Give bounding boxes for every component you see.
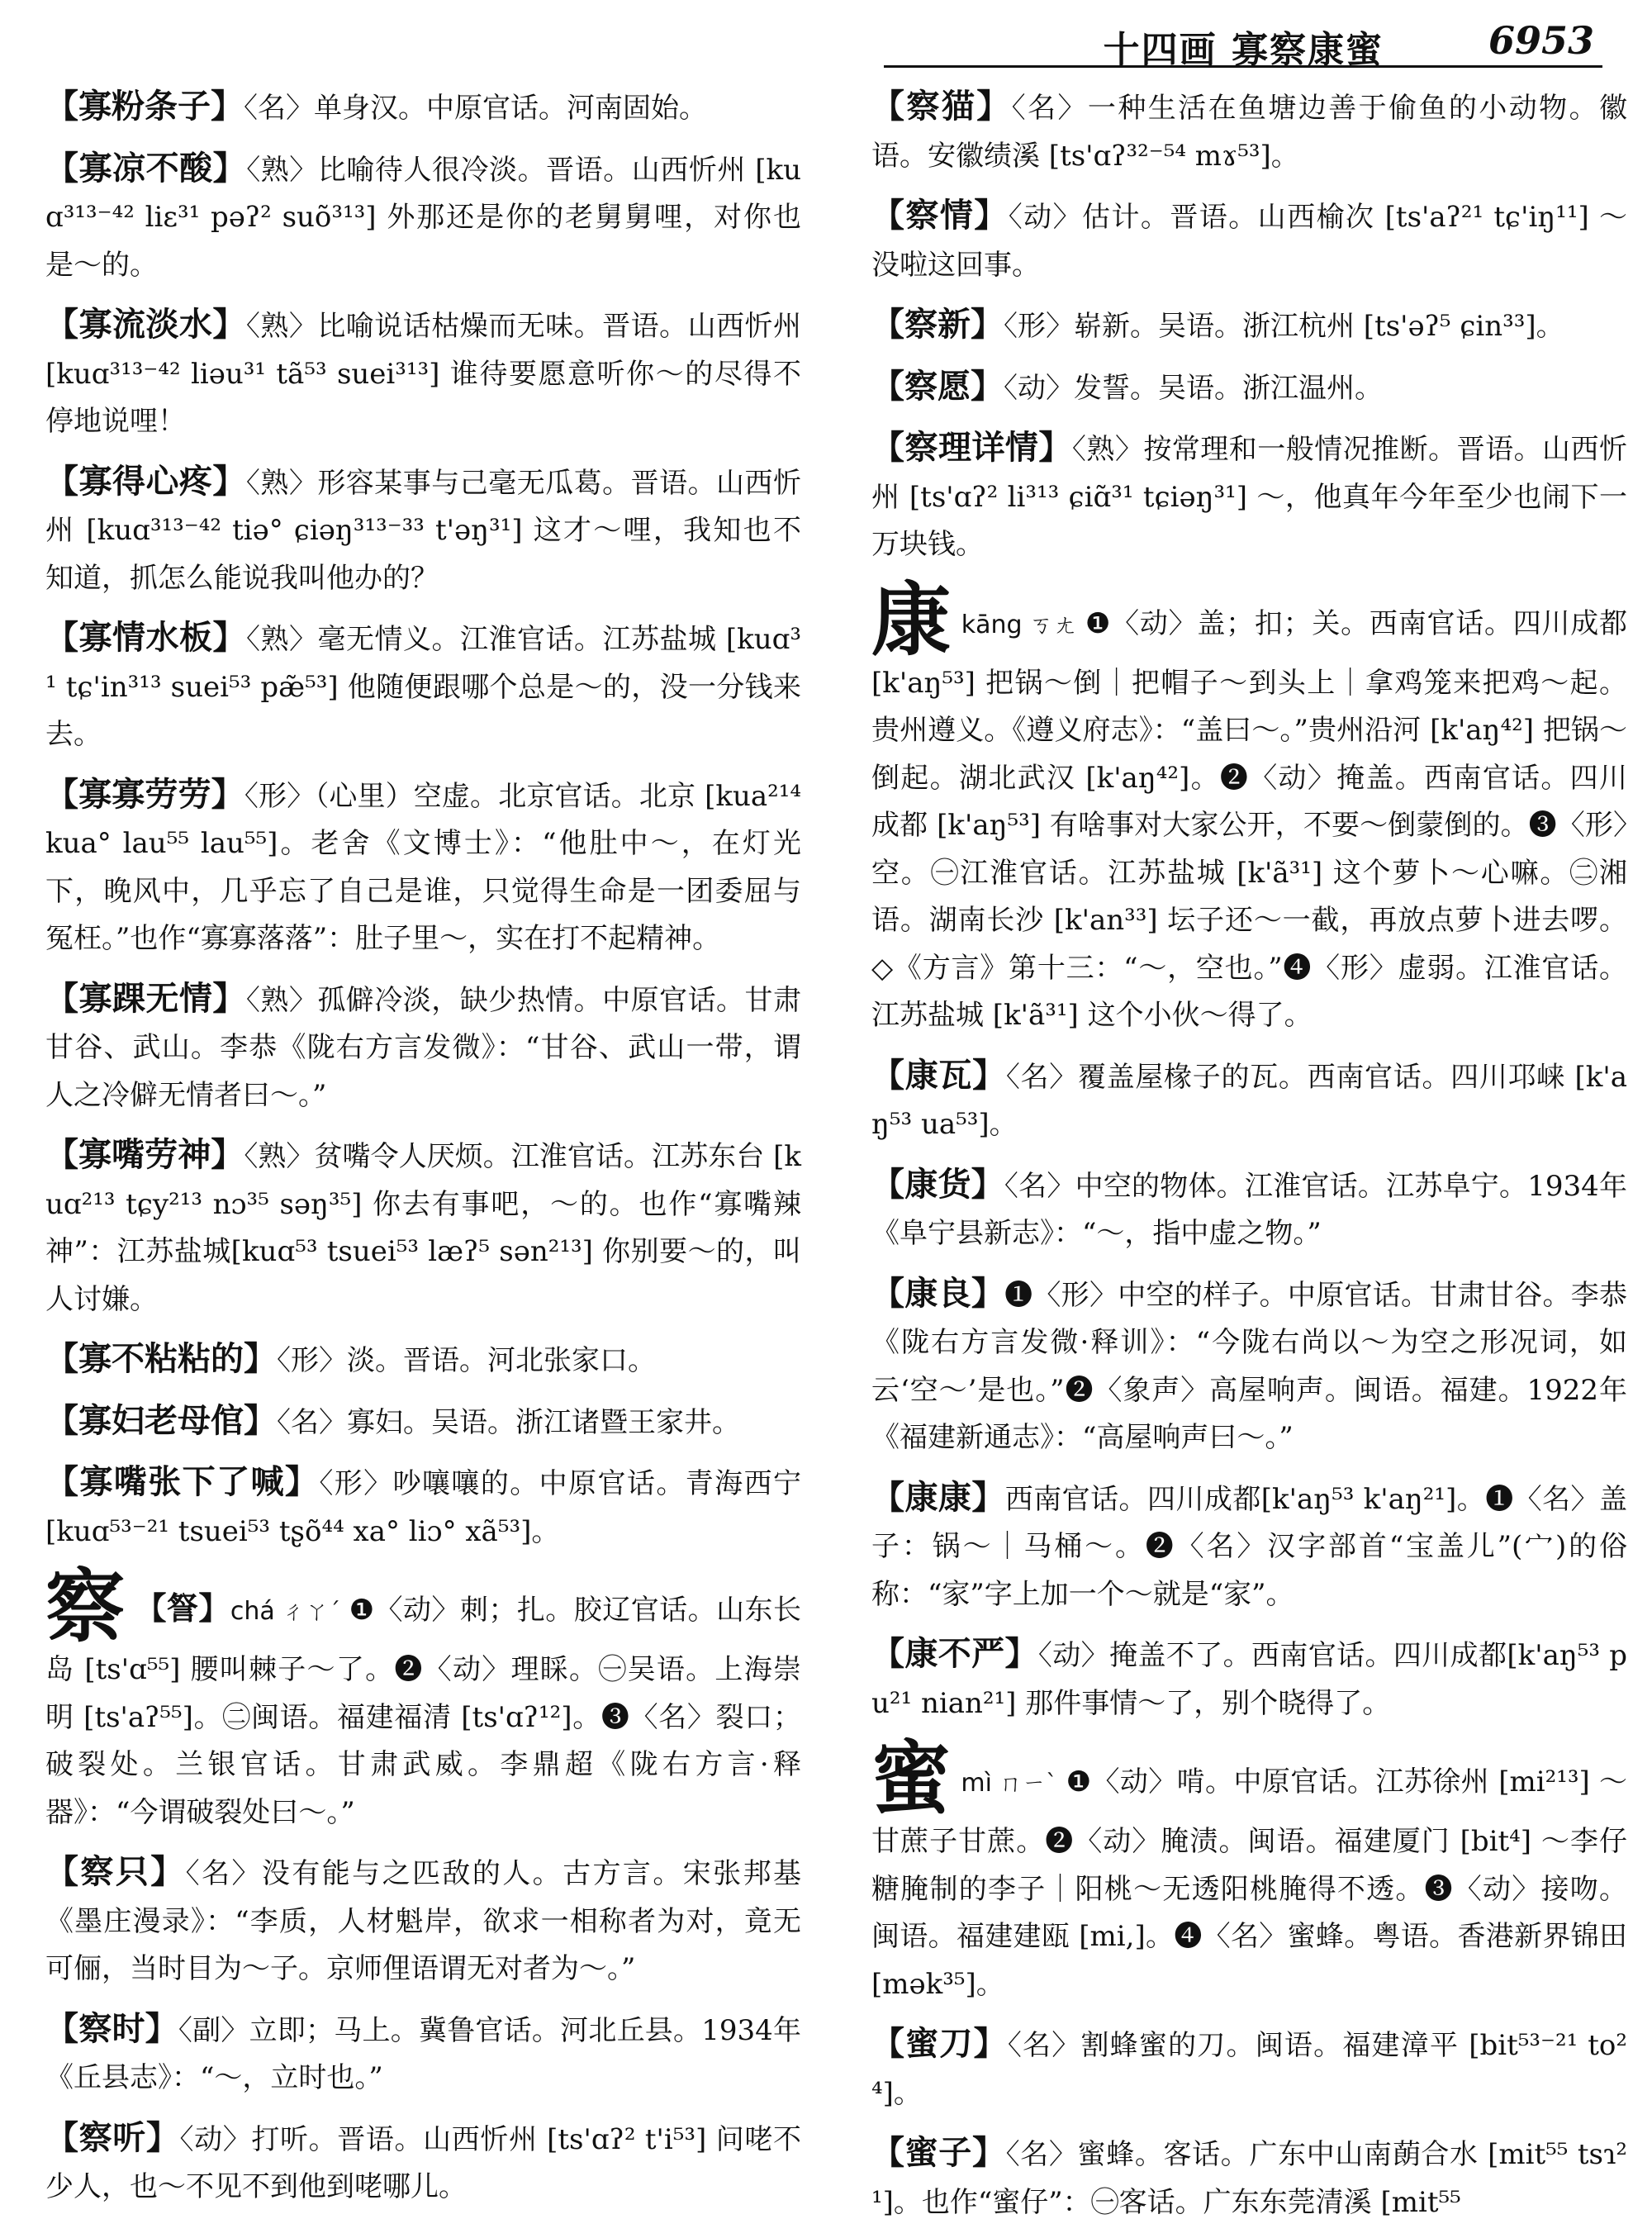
entry-definition: ❶〈动〉盖；扣；关。西南官话。四川成都 [k'aŋ⁵³] 把锅～倒｜把帽子～到头上｜拿鸡笼来把鸡～起。贵州遵义。《遵义府志》：“盖曰～。”贵州沿河 [k'aŋ⁴²] 把锅～倒起。湖北武汉 [k'aŋ⁴²]。❷〈动〉掩盖。西南官话。四川成都 [k'aŋ⁵³] 有啥事对大家公开，不要～倒蒙倒的。❸〈形〉空。㊀江淮官话。江苏盐城 [k'ã³¹] 这个萝卜～心嘛。㊁湘语。湖南长沙 [k'an³³] 坛子还～一截，再放点萝卜进去啰。◇《方言》第十三：“～，空也。”❹〈形〉虚弱。江淮官话。江苏盐城 [k'ã³¹] 这个小伙～得了。	[871, 606, 1627, 1032]
entry-definition: 〈名〉一种生活在鱼塘边善于偷鱼的小动物。徽语。安徽绩溪 [ts'ɑʔ³²⁻⁵⁴ mɤ⁵³]。	[871, 92, 1628, 173]
entry-headword-char: 蜜	[871, 1732, 952, 1825]
entry-definition: 〈名〉覆盖屋椽子的瓦。西南官话。四川邛崃 [k'aŋ⁵³ ua⁵³]。	[871, 1060, 1628, 1141]
dictionary-entry	[871, 1630, 1627, 1727]
entry-headword: 【寡情水板】	[45, 618, 247, 657]
entry-headword: 【康不严】	[871, 1634, 1038, 1673]
entry-pinyin: mì	[961, 1769, 992, 1798]
dictionary-entry	[45, 1458, 801, 1556]
entry-definition: 〈名〉割蜂蜜的刀。闽语。福建漳平 [bit⁵³⁻²¹ to²⁴]。	[871, 2029, 1627, 2110]
entry-definition: 〈动〉掩盖不了。西南官话。四川成都[k'aŋ⁵³ pu²¹ nian²¹] 那件事情～了，别个晓得了。	[871, 1639, 1628, 1720]
entry-definition: ❶〈动〉刺；扎。胶辽官话。山东长岛 [ts'ɑ⁵⁵] 腰叫棘子～了。❷〈动〉理睬。㊀吴语。上海崇明 [ts'aʔ⁵⁵]。㊁闽语。福建福清 [ts'ɑʔ¹²]。❸〈名〉裂口；破裂处。兰银官话。甘肃武威。李鼎超《陇右方言·释器》：“今谓破裂处曰～。”	[45, 1594, 801, 1829]
entry-definition: 〈形〉吵嚷嚷的。中原官话。青海西宁 [kuɑ⁵³⁻²¹ tsuei⁵³ tʂõ⁴⁴ xa° liɔ° xã⁵³]。	[45, 1467, 802, 1548]
dictionary-entry	[45, 2114, 801, 2212]
dictionary-entry	[45, 458, 801, 603]
dictionary-entry	[45, 1335, 801, 1385]
dictionary-entry	[871, 1474, 1627, 1619]
entry-headword: 【察听】	[45, 2117, 180, 2157]
dictionary-entry	[45, 145, 801, 290]
dictionary-entry	[871, 301, 1627, 351]
character-entry	[45, 1560, 801, 1836]
entry-pinyin: kāng	[961, 610, 1023, 639]
entry-definition: 〈熟〉毫无情义。江淮官话。江苏盐城 [kuɑ³¹ tɕ'in³¹³ suei⁵³ pæ̃⁵³] 他随便跟哪个总是～的，没一分钱来去。	[45, 623, 802, 751]
entry-headword: 【寡嘴张下了喊】	[45, 1462, 320, 1501]
entry-headword: 【察时】	[45, 2008, 178, 2048]
dictionary-entry	[45, 614, 801, 759]
entry-definition: ❶〈形〉中空的样子。中原官话。甘肃甘谷。李恭《陇右方言发微·释训》：“今陇右尚以～为空之形况词，如云‘空～’是也。”❷〈象声〉高屋响声。闽语。福建。1922年《福建新通志》：“高屋响声曰～。”	[871, 1278, 1628, 1454]
entry-definition: 〈熟〉孤僻冷淡，缺少热情。中原官话。甘肃甘谷、武山。李恭《陇右方言发微》：“甘谷、武山一带，谓人之冷僻无情者曰～。”	[45, 983, 802, 1112]
dictionary-entry	[45, 1131, 801, 1323]
entry-definition: 〈形〉（心里）空虚。北京官话。北京 [kua²¹⁴ kua° lau⁵⁵ lau⁵⁵]。老舍《文博士》：“他肚中～，在灯光下，晚风中，几乎忘了自己是谁，只觉得生命是一团委屈与冤枉。”也作“寡寡落落”：肚子里～，实在打不起精神。	[45, 779, 802, 955]
dictionary-entry	[871, 1161, 1627, 1258]
dictionary-entry	[871, 2129, 1627, 2226]
entry-definition: ❶〈动〉啃。中原官话。江苏徐州 [mi²¹³] ～甘蔗子甘蔗。❷〈动〉腌渍。闽语。福建厦门 [bit⁴] ～李仔糖腌制的李子｜阳桃～无透阳桃腌得不透。❸〈动〉接吻。闽语。福建建瓯 [mi,]。❹〈名〉蜜蜂。粤语。香港新界锦田 [mək³⁵]。	[871, 1765, 1627, 2001]
entry-bopomofo: ㄎㄤ	[1028, 611, 1077, 639]
character-entry	[871, 1732, 1627, 2008]
entry-headword: 【察情】	[871, 196, 1009, 235]
entry-definition: 〈熟〉按常理和一般情况推断。晋语。山西忻州 [ts'ɑʔ² li³¹³ ɕiɑ̃³¹ tɕiəŋ³¹] ～，他真年今年至少也闹下一万块钱。	[871, 433, 1628, 561]
page-header	[66, 15, 1602, 71]
entry-variant-form: 【詧】	[135, 1589, 230, 1627]
header-section-title: 十四画 寡察康蜜	[1103, 29, 1384, 71]
entry-headword: 【察理详情】	[871, 428, 1072, 467]
entry-headword: 【康瓦】	[871, 1055, 1006, 1095]
entry-pinyin: chá	[230, 1597, 275, 1626]
entry-definition: 〈动〉发誓。吴语。浙江温州。	[1004, 371, 1383, 405]
entry-headword: 【寡寡劳劳】	[45, 774, 244, 814]
entry-headword-char: 察	[45, 1560, 126, 1653]
entry-headword: 【蜜子】	[871, 2133, 1006, 2172]
entry-definition: 〈名〉寡妇。吴语。浙江诸暨王家井。	[277, 1405, 740, 1439]
dictionary-entry	[871, 83, 1627, 180]
entry-headword: 【察猫】	[871, 87, 1012, 126]
header-rule	[884, 65, 1602, 68]
entry-definition: 〈熟〉形容某事与己毫无瓜葛。晋语。山西忻州 [kuɑ³¹³⁻⁴² tiə° ɕiəŋ³¹³⁻³³ t'əŋ³¹] 这才～哩，我知也不知道，抓怎么能说我叫他办的？	[45, 466, 802, 595]
dictionary-entry	[45, 975, 801, 1120]
entry-definition: 〈名〉蜜蜂。客话。广东中山南蓢合水 [mit⁵⁵ tsɿ²¹]。也作“蜜仔”：㊀客话。广东东莞清溪 [mit⁵⁵	[871, 2138, 1628, 2219]
dictionary-entry	[45, 1397, 801, 1447]
entry-definition: 〈形〉淡。晋语。河北张家口。	[277, 1344, 656, 1377]
page-number: 6953	[1488, 18, 1594, 63]
entry-bopomofo: ㄇㄧˋ	[998, 1770, 1058, 1797]
dictionary-entry	[871, 424, 1627, 569]
entry-headword-char: 康	[871, 573, 952, 667]
dictionary-entry	[45, 1848, 801, 1993]
character-entry	[871, 573, 1627, 1040]
entry-definition: 西南官话。四川成都[k'aŋ⁵³ k'aŋ²¹]。❶〈名〉盖子：锅～｜马桶～。❷〈名〉汉字部首“宝盖儿”(宀)的俗称：“家”字上加一个～就是“家”。	[871, 1482, 1627, 1611]
entry-headword: 【蜜刀】	[871, 2024, 1008, 2063]
entry-definition: 〈熟〉比喻待人很冷淡。晋语。山西忻州 [kuɑ³¹³⁻⁴² liɛ³¹ pəʔ² suõ³¹³] 外那还是你的老舅舅哩，对你也是～的。	[45, 153, 802, 282]
right-column	[871, 83, 1627, 2238]
entry-headword: 【康康】	[871, 1477, 1005, 1517]
entry-headword: 【康良】	[871, 1273, 1005, 1313]
entry-bopomofo: ㄔㄚˊ	[281, 1598, 341, 1625]
entry-headword: 【寡妇老母倌】	[45, 1400, 277, 1440]
dictionary-entry	[871, 363, 1627, 413]
entry-definition: 〈名〉没有能与之匹敌的人。古方言。宋张邦基《墨庄漫录》：“李质，人材魁岸，欲求一相称者为对，竟无可俪，当时目为～子。京师俚语谓无对者为～。”	[45, 1857, 802, 1985]
entry-headword: 【寡踝无情】	[45, 978, 246, 1018]
left-column	[45, 83, 801, 2223]
dictionary-entry	[871, 2020, 1627, 2117]
entry-headword: 【寡凉不酸】	[45, 148, 247, 188]
entry-headword: 【察愿】	[871, 366, 1004, 406]
entry-headword: 【康货】	[871, 1164, 1004, 1204]
dictionary-entry	[45, 771, 801, 963]
entry-definition: 〈名〉单身汉。中原官话。河南固始。	[244, 92, 707, 125]
entry-headword: 【寡粉条子】	[45, 87, 244, 126]
dictionary-entry	[45, 301, 801, 446]
entry-definition: 〈名〉中空的物体。江淮官话。江苏阜宁。1934年《阜宁县新志》：“～，指中虚之物。”	[871, 1169, 1628, 1250]
dictionary-entry	[871, 1270, 1627, 1462]
dictionary-entry	[45, 83, 801, 133]
dictionary-entry	[871, 1052, 1627, 1149]
entry-headword: 【察只】	[45, 1852, 186, 1891]
entry-definition: 〈动〉打听。晋语。山西忻州 [ts'ɑʔ² t'i⁵³] 问咾不少人，也～不见不到他到咾哪儿。	[45, 2122, 801, 2203]
entry-headword: 【寡得心疼】	[45, 461, 246, 501]
entry-headword: 【寡流淡水】	[45, 305, 246, 344]
dictionary-entry	[871, 192, 1627, 289]
entry-definition: 〈熟〉比喻说话枯燥而无味。晋语。山西忻州 [kuɑ³¹³⁻⁴² liəu³¹ tã⁵³ suei³¹³] 谁待要愿意听你～的尽得不停地说哩！	[45, 310, 802, 438]
entry-definition: 〈动〉估计。晋语。山西榆次 [ts'aʔ²¹ tɕ'iŋ¹¹] ～没啦这回事。	[871, 201, 1627, 282]
entry-headword: 【寡不粘粘的】	[45, 1339, 277, 1378]
entry-definition: 〈副〉立即；马上。冀鲁官话。河北丘县。1934年《丘县志》：“～，立时也。”	[45, 2013, 802, 2094]
entry-headword: 【察新】	[871, 305, 1004, 344]
dictionary-entry	[45, 2005, 801, 2103]
entry-headword: 【寡嘴劳神】	[45, 1135, 244, 1174]
entry-definition: 〈熟〉贫嘴令人厌烦。江淮官话。江苏东台 [kuɑ²¹³ tɕy²¹³ nɔ³⁵ səŋ³⁵] 你去有事吧，～的。也作“寡嘴辣神”：江苏盐城[kuɑ⁵³ tsuei⁵³ læʔ⁵ sən²¹³] 你别要～的，叫人讨嫌。	[45, 1140, 801, 1316]
entry-definition: 〈形〉崭新。吴语。浙江杭州 [ts'əʔ⁵ ɕin³³]。	[1004, 310, 1564, 343]
